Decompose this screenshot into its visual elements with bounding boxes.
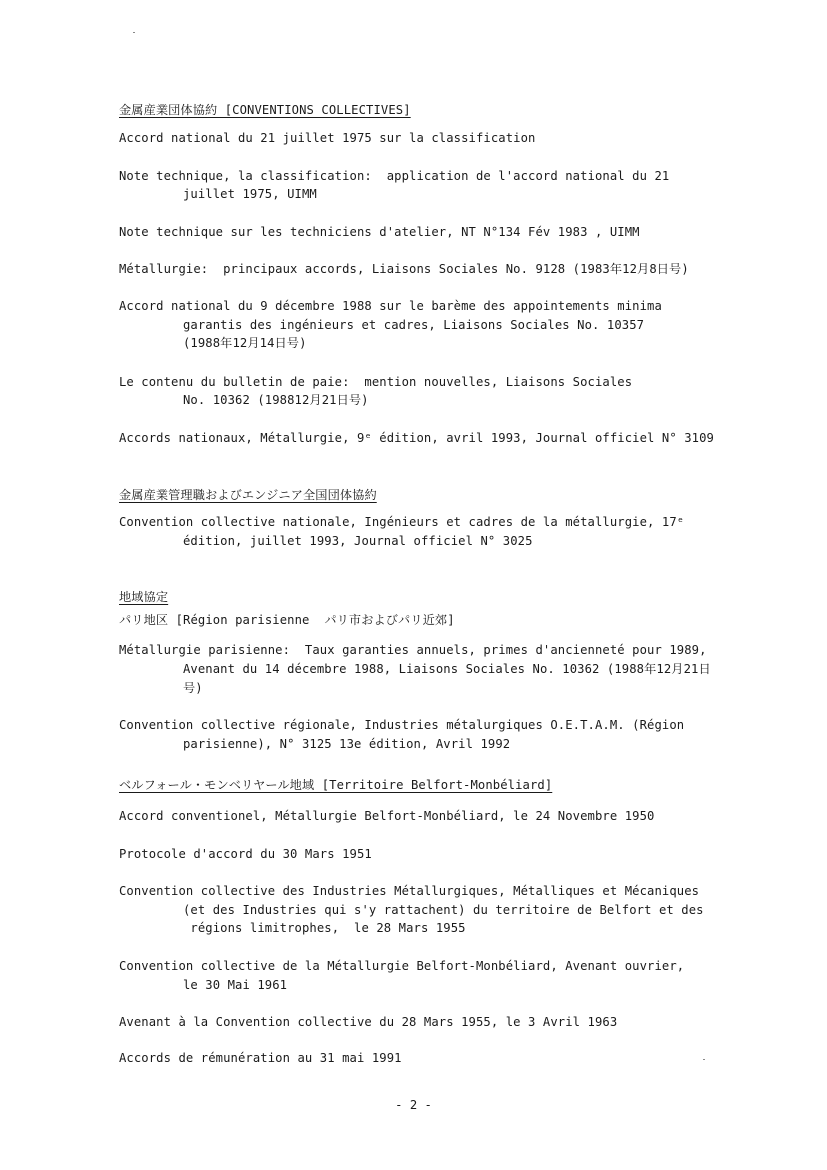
reference-entry: Note technique sur les techniciens d'atelier, NT N°134 Fév 1983 , UIMM — [119, 225, 640, 239]
reference-entry-continuation: édition, juillet 1993, Journal officiel N° 3025 — [183, 534, 533, 548]
reference-entry-continuation: Avenant du 14 décembre 1988, Liaisons Sociales No. 10362 (1988年12月21日 — [183, 662, 711, 676]
reference-entry-continuation: régions limitrophes, le 28 Mars 1955 — [183, 921, 466, 935]
reference-entry: Le contenu du bulletin de paie: mention nouvelles, Liaisons Sociales — [119, 375, 633, 389]
reference-entry: Accord national du 21 juillet 1975 sur la classification — [119, 131, 536, 145]
reference-entry-continuation: parisienne), N° 3125 13e édition, Avril 1992 — [183, 737, 511, 751]
scan-speck — [133, 32, 135, 33]
section-heading-regional-agreements: 地域協定 — [119, 590, 169, 604]
page-number: - 2 - — [395, 1098, 432, 1112]
section-heading-managers-engineers: 金属産業管理職およびエンジニア全国団体協約 — [119, 488, 377, 502]
reference-entry: Métallurgie parisienne: Taux garanties annuels, primes d'ancienneté pour 1989, — [119, 643, 707, 657]
subsection-heading-belfort-monbeliard: ベルフォール・モンベリヤール地域 [Territoire Belfort-Monbéliard] — [119, 778, 553, 792]
reference-entry: Métallurgie: principaux accords, Liaisons Sociales No. 9128 (1983年12月8日号) — [119, 262, 689, 276]
reference-entry-continuation: 号) — [183, 681, 203, 695]
reference-entry-continuation: (1988年12月14日号) — [183, 336, 307, 350]
reference-entry-continuation: No. 10362 (198812月21日号) — [183, 393, 369, 407]
section-heading-metal-industry: 金属産業団体協約 [CONVENTIONS COLLECTIVES] — [119, 103, 411, 117]
reference-entry-continuation: juillet 1975, UIMM — [183, 187, 317, 201]
reference-entry: Convention collective nationale, Ingénieurs et cadres de la métallurgie, 17ᵉ — [119, 515, 685, 529]
reference-entry: Convention collective régionale, Industries métalurgiques O.E.T.A.M. (Région — [119, 718, 685, 732]
reference-entry-continuation: (et des Industries qui s'y rattachent) du territoire de Belfort et des — [183, 903, 704, 917]
reference-entry: Convention collective de la Métallurgie Belfort-Monbéliard, Avenant ouvrier, — [119, 959, 685, 973]
reference-entry: Accord national du 9 décembre 1988 sur le barème des appointements minima — [119, 299, 662, 313]
reference-entry: Note technique, la classification: application de l'accord national du 21 — [119, 169, 670, 183]
reference-entry: Convention collective des Industries Métallurgiques, Métalliques et Mécaniques — [119, 884, 700, 898]
reference-entry: Avenant à la Convention collective du 28 Mars 1955, le 3 Avril 1963 — [119, 1015, 618, 1029]
reference-entry: Accords nationaux, Métallurgie, 9ᵉ édition, avril 1993, Journal officiel N° 3109 — [119, 431, 714, 445]
reference-entry: Protocole d'accord du 30 Mars 1951 — [119, 847, 372, 861]
reference-entry: Accords de rémunération au 31 mai 1991 — [119, 1051, 402, 1065]
reference-entry-continuation: le 30 Mai 1961 — [183, 978, 288, 992]
scan-speck — [703, 1059, 705, 1060]
subsection-heading-paris-region: パリ地区 [Région parisienne パリ市およびパリ近郊] — [119, 613, 455, 627]
reference-entry-continuation: garantis des ingénieurs et cadres, Liaisons Sociales No. 10357 — [183, 318, 645, 332]
reference-entry: Accord conventionel, Métallurgie Belfort-Monbéliard, le 24 Novembre 1950 — [119, 809, 655, 823]
